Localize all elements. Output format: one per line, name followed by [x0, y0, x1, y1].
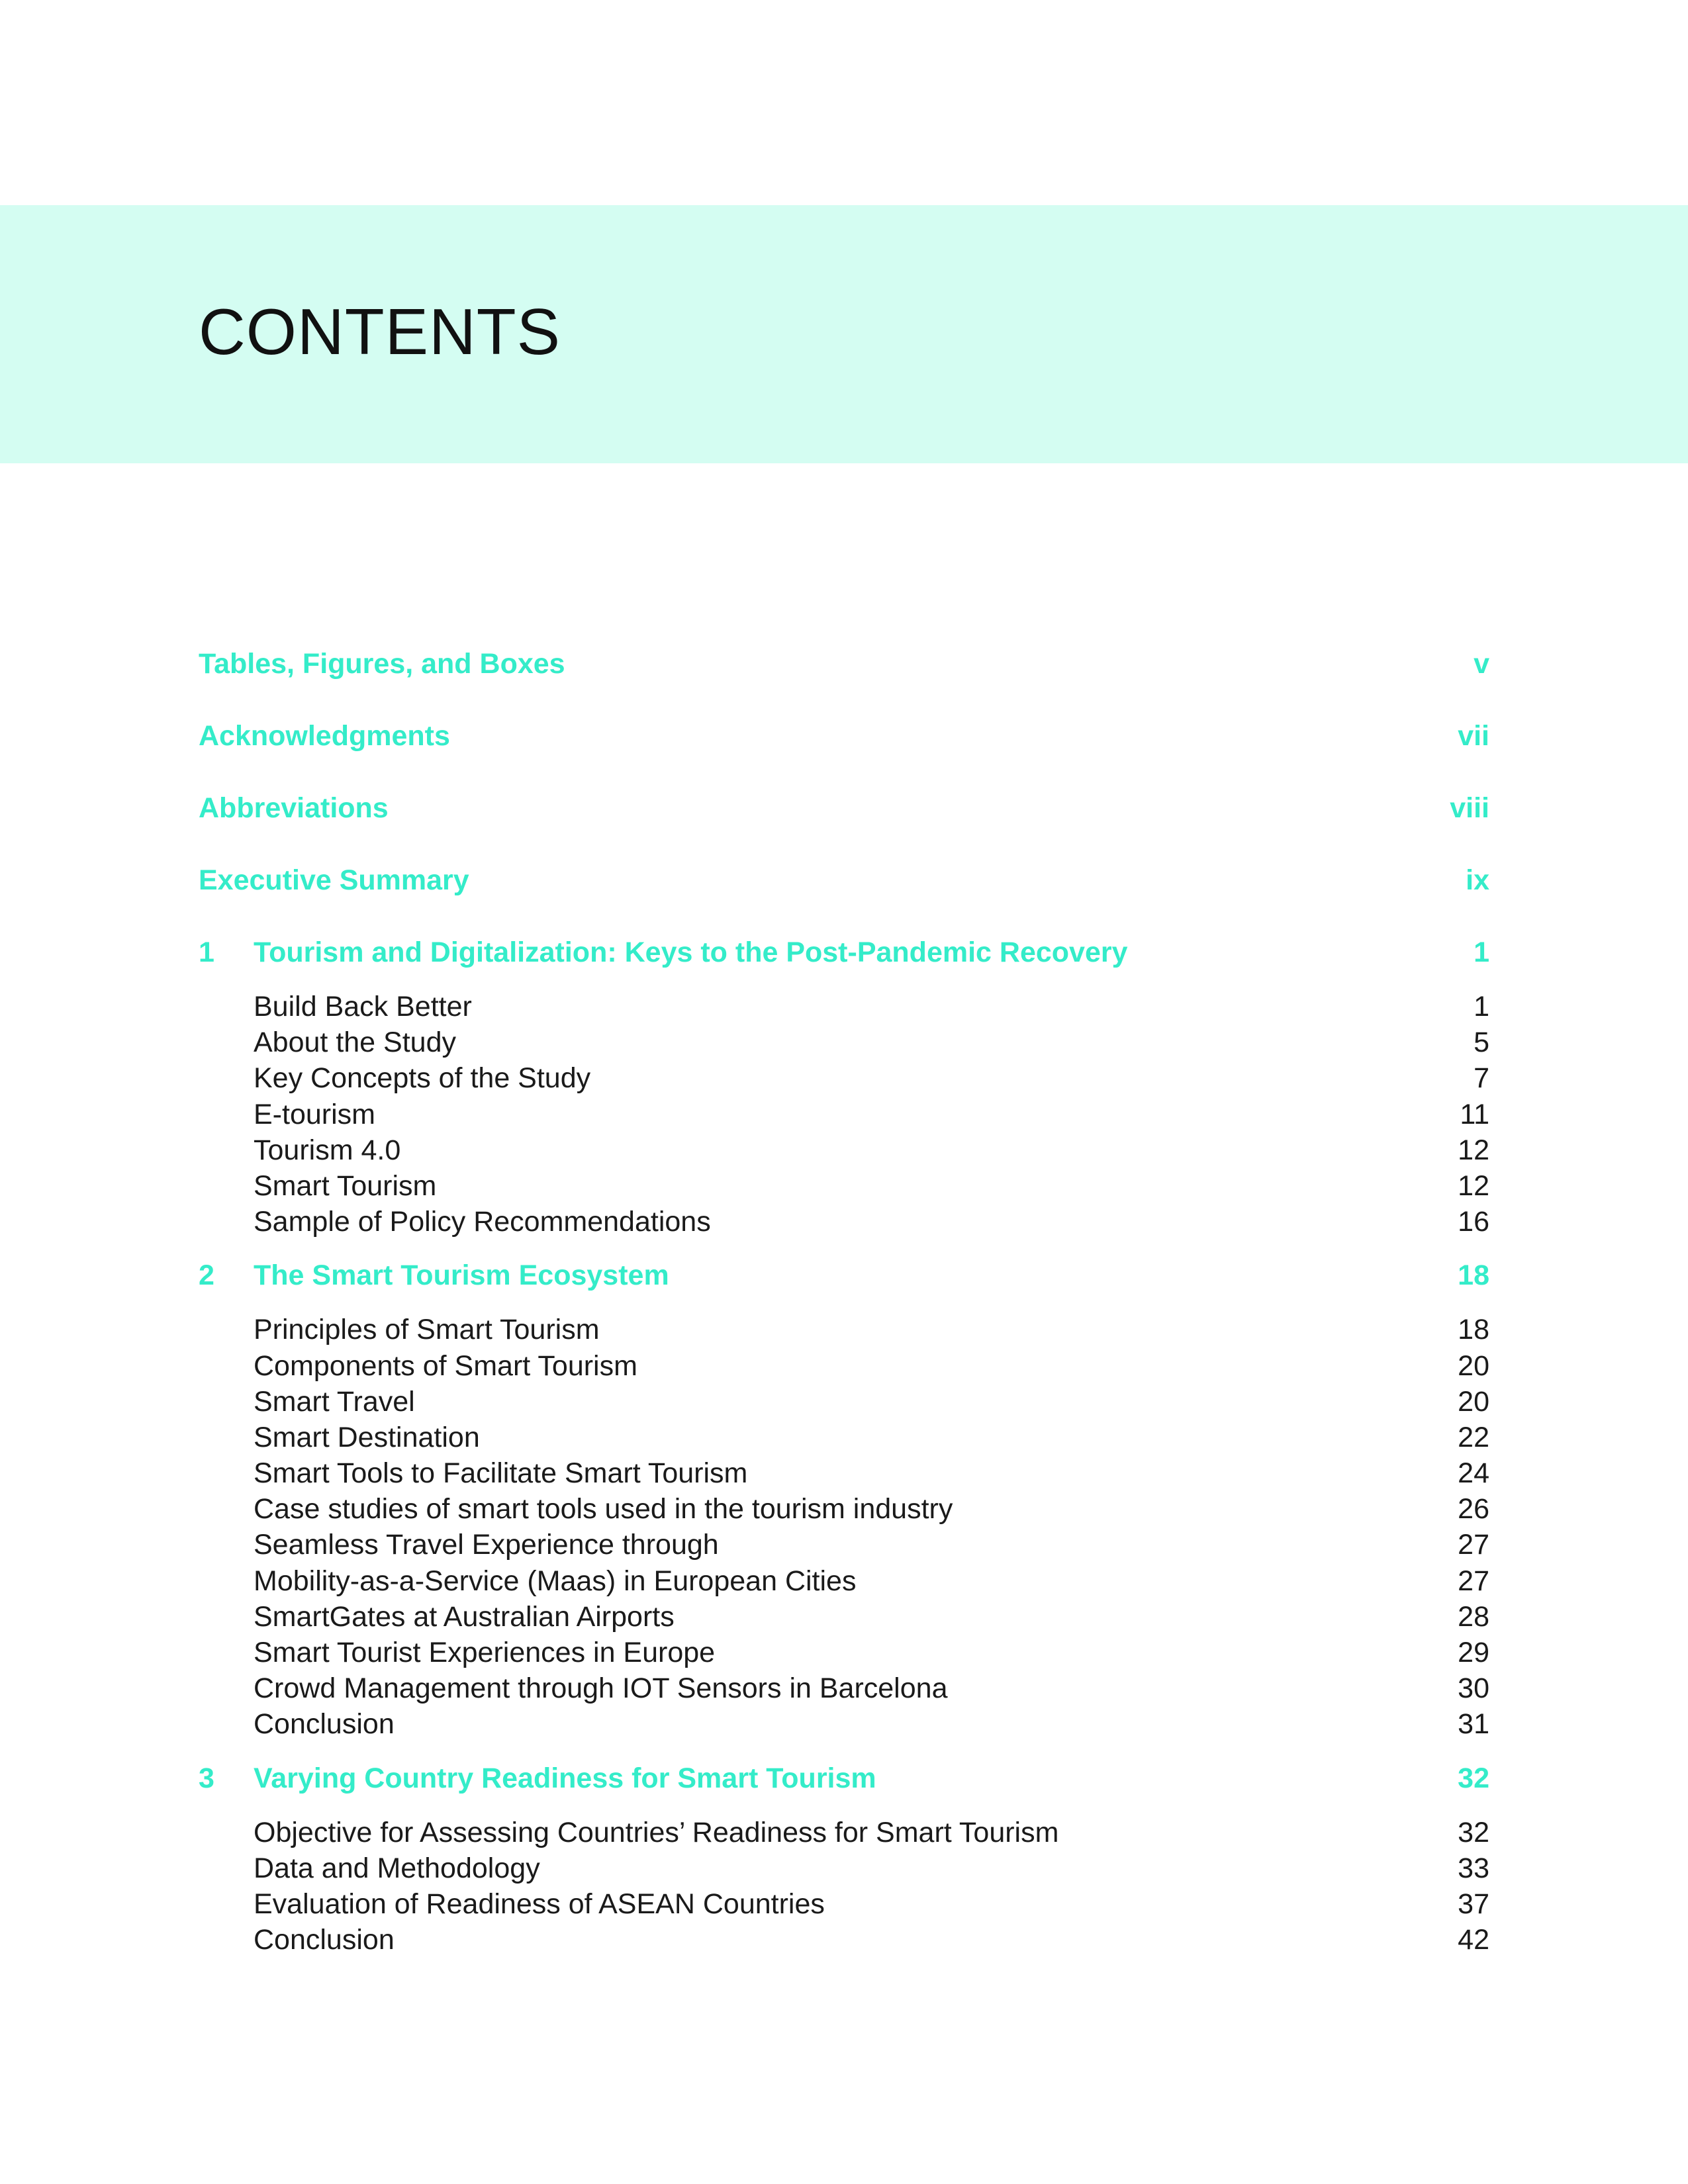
section-list [199, 993, 1489, 1244]
section-item[interactable] [254, 1169, 1489, 1208]
section-label: Sample of Policy Recommendations [254, 1206, 711, 1238]
section-item[interactable] [254, 1531, 1489, 1567]
toc-entry-page: vii [1458, 720, 1489, 752]
section-label: Smart Destination [254, 1421, 480, 1453]
section-item[interactable] [254, 1816, 1489, 1854]
section-page: 11 [1460, 1098, 1489, 1130]
section-label: Components of Smart Tourism [254, 1349, 637, 1382]
toc-entry-acknowledgments[interactable] [199, 722, 1489, 794]
section-item[interactable] [254, 1064, 1489, 1100]
section-page: 18 [1458, 1314, 1489, 1346]
section-item[interactable] [254, 1459, 1489, 1495]
section-item[interactable] [254, 1028, 1489, 1064]
section-item[interactable] [254, 1567, 1489, 1603]
section-page: 26 [1458, 1493, 1489, 1525]
section-item[interactable] [254, 1136, 1489, 1172]
chapter-page: 1 [1474, 936, 1489, 968]
section-page: 12 [1458, 1134, 1489, 1166]
section-label: Conclusion [254, 1924, 395, 1956]
toc-entry-tables-figures-boxes[interactable] [199, 650, 1489, 722]
section-item[interactable] [254, 993, 1489, 1028]
section-label: Data and Methodology [254, 1852, 540, 1884]
section-label: Principles of Smart Tourism [254, 1314, 600, 1346]
section-item[interactable] [254, 1316, 1489, 1351]
section-label: Mobility-as-a-Service (Maas) in European Cities [254, 1565, 857, 1597]
section-page: 22 [1458, 1421, 1489, 1453]
section-page: 7 [1474, 1062, 1489, 1095]
section-item[interactable] [254, 1600, 1489, 1639]
section-item[interactable] [254, 1890, 1489, 1926]
section-label: About the Study [254, 1026, 456, 1059]
section-item[interactable] [254, 1926, 1489, 1962]
section-list [199, 1816, 1489, 1962]
toc-entry-label: Tables, Figures, and Boxes [199, 648, 565, 680]
section-page: 31 [1458, 1708, 1489, 1741]
section-label: Smart Tools to Facilitate Smart Tourism [254, 1457, 748, 1490]
toc-entry-page: v [1474, 648, 1489, 680]
toc-entry-abbreviations[interactable] [199, 794, 1489, 866]
chapter-number: 1 [199, 936, 214, 968]
section-item[interactable] [254, 1208, 1489, 1244]
table-of-contents [199, 650, 1489, 1979]
section-label: E-tourism [254, 1098, 375, 1130]
section-label: SmartGates at Australian Airports [254, 1600, 675, 1633]
section-page: 20 [1458, 1385, 1489, 1418]
chapter-page: 32 [1458, 1762, 1489, 1794]
chapter-heading[interactable] [199, 938, 1489, 993]
section-label: Seamless Travel Experience through [254, 1529, 719, 1561]
section-label: Smart Tourism [254, 1169, 437, 1202]
chapter-2 [199, 1261, 1489, 1746]
section-label: Conclusion [254, 1708, 395, 1741]
toc-entry-label: Abbreviations [199, 792, 389, 824]
chapter-heading[interactable] [199, 1261, 1489, 1316]
section-page: 27 [1458, 1529, 1489, 1561]
chapter-1 [199, 938, 1489, 1244]
section-page: 28 [1458, 1600, 1489, 1633]
toc-entry-label: Acknowledgments [199, 720, 450, 752]
section-page: 5 [1474, 1026, 1489, 1059]
section-page: 24 [1458, 1457, 1489, 1490]
section-item[interactable] [254, 1349, 1489, 1388]
section-label: Crowd Management through IOT Sensors in Barcelona [254, 1672, 948, 1705]
toc-entry-label: Executive Summary [199, 864, 469, 896]
chapter-number: 3 [199, 1762, 214, 1794]
section-label: Case studies of smart tools used in the tourism industry [254, 1493, 953, 1525]
chapter-title: The Smart Tourism Ecosystem [254, 1259, 669, 1292]
section-item[interactable] [254, 1495, 1489, 1531]
section-item[interactable] [254, 1098, 1489, 1136]
section-page: 30 [1458, 1672, 1489, 1705]
section-list [199, 1316, 1489, 1746]
chapter-number: 2 [199, 1259, 214, 1292]
toc-entry-page: viii [1450, 792, 1489, 824]
chapter-title: Tourism and Digitalization: Keys to the Post-Pandemic Recovery [254, 936, 1128, 968]
section-page: 32 [1458, 1816, 1489, 1848]
toc-entry-page: ix [1466, 864, 1489, 896]
section-page: 16 [1458, 1206, 1489, 1238]
page-title: CONTENTS [199, 295, 561, 368]
section-label: Tourism 4.0 [254, 1134, 401, 1166]
section-page: 27 [1458, 1565, 1489, 1597]
chapter-page: 18 [1458, 1259, 1489, 1292]
section-item[interactable] [254, 1639, 1489, 1674]
section-item[interactable] [254, 1385, 1489, 1424]
chapter-title: Varying Country Readiness for Smart Tourism [254, 1762, 876, 1794]
section-label: Evaluation of Readiness of ASEAN Countries [254, 1888, 825, 1920]
toc-entry-executive-summary[interactable] [199, 866, 1489, 938]
section-page: 29 [1458, 1637, 1489, 1668]
section-label: Key Concepts of the Study [254, 1062, 591, 1095]
section-page: 37 [1458, 1888, 1489, 1920]
section-item[interactable] [254, 1421, 1489, 1459]
section-page: 12 [1458, 1169, 1489, 1202]
section-page: 42 [1458, 1924, 1489, 1956]
section-label: Smart Tourist Experiences in Europe [254, 1637, 716, 1668]
chapter-3 [199, 1764, 1489, 1962]
section-page: 33 [1458, 1852, 1489, 1884]
section-label: Smart Travel [254, 1385, 415, 1418]
chapter-heading[interactable] [199, 1764, 1489, 1819]
section-label: Build Back Better [254, 991, 472, 1023]
section-item[interactable] [254, 1710, 1489, 1746]
section-label: Objective for Assessing Countries’ Readiness for Smart Tourism [254, 1816, 1059, 1848]
section-page: 1 [1474, 991, 1489, 1023]
section-item[interactable] [254, 1854, 1489, 1890]
section-item[interactable] [254, 1674, 1489, 1710]
section-page: 20 [1458, 1349, 1489, 1382]
